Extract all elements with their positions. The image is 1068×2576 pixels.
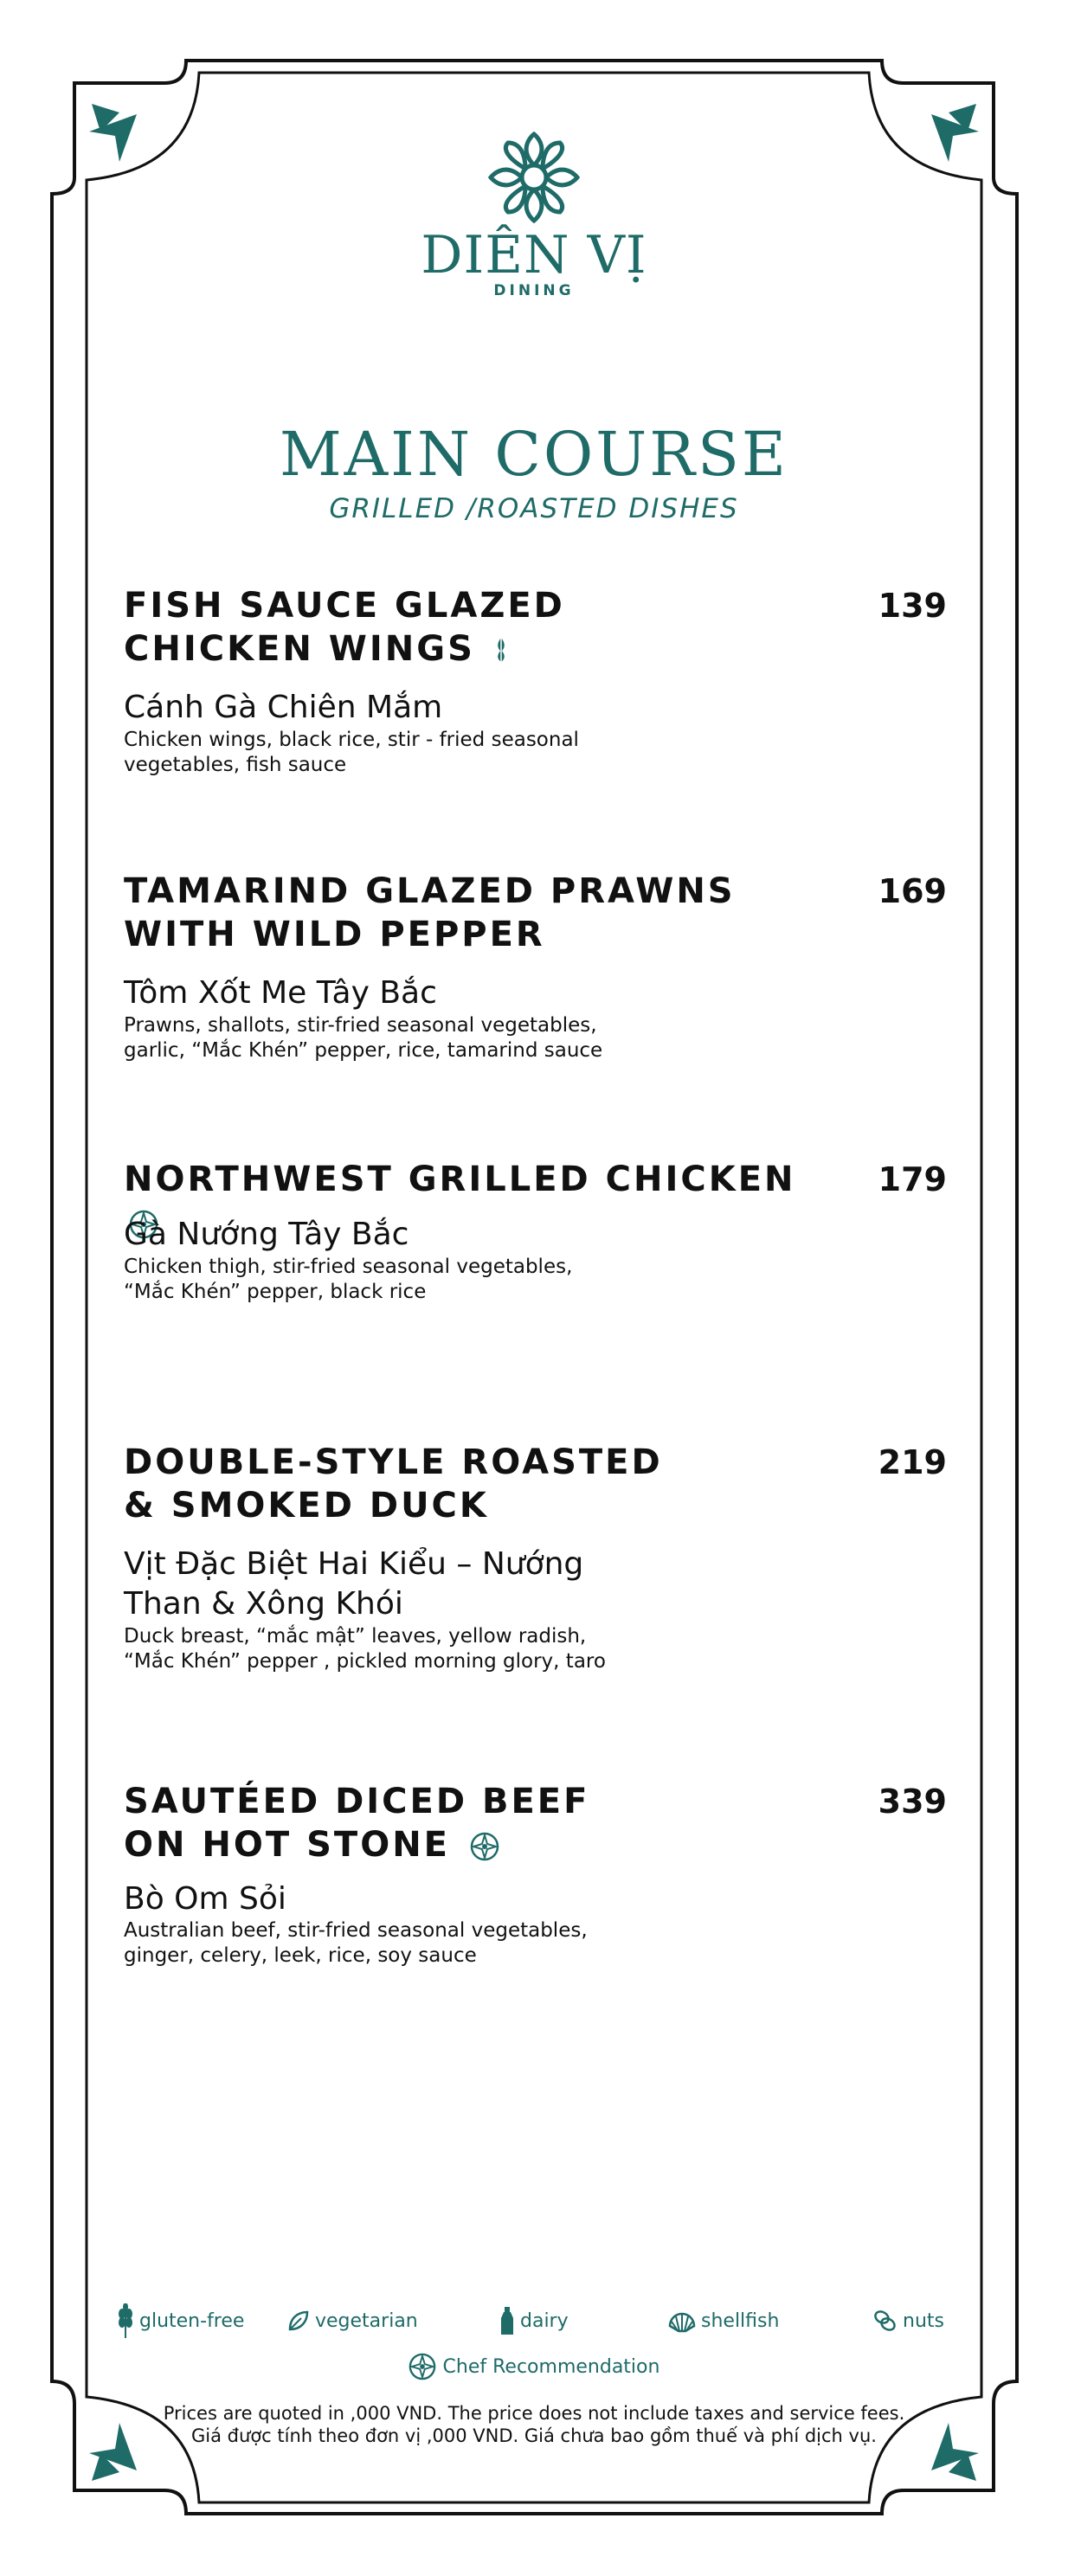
dish-description-line: ginger, celery, leek, rice, soy sauce [124,1944,477,1967]
dish-description-line: Australian beef, stir-fried seasonal vegetables, [124,1919,588,1942]
dish-vietnamese-name: Tôm Xốt Me Tây Bắc [124,975,437,1011]
dish-price: 169 [878,872,947,910]
dish-name-line [124,1823,807,1866]
dish-description-line: “Mắc Khén” pepper, black rice [124,1281,427,1303]
price-note-english: Prices are quoted in ,000 VND. The price does not include taxes and service fees. [163,2403,905,2424]
dish-description [124,1255,730,1305]
price-note-vietnamese: Giá được tính theo đơn vị ,000 VND. Giá chưa bao gồm thuế và phí dịch vụ. [191,2425,877,2446]
dish-name-line [124,627,807,671]
legend-label: shellfish [701,2309,780,2332]
dish-description-line: Prawns, shallots, stir-fried seasonal vegetables, [124,1014,597,1037]
shell-icon [668,2309,696,2333]
dish-price: 339 [878,1783,947,1821]
dish-description-line: “Mắc Khén” pepper , pickled morning glory, taro [124,1650,606,1673]
dish-vietnamese-name: Bò Om Sỏi [124,1881,286,1917]
legend-nuts [873,2303,944,2338]
lotus-emblem-icon [486,130,582,225]
dish-name [124,584,807,671]
leaf-icon [287,2309,310,2332]
menu-title: MAIN COURSE [279,419,789,490]
dish-name-line-text: CHICKEN WINGS [124,629,475,669]
dish-name-line: FISH SAUCE GLAZED [124,586,565,626]
dish-name [124,1441,807,1527]
legend-label: vegetarian [315,2309,418,2332]
dish-description [124,1918,730,1969]
dish-description-line: Duck breast, “mắc mật” leaves, yellow radish, [124,1625,587,1648]
dish-name [124,1780,807,1866]
dish-price: 179 [878,1160,947,1198]
dish-description [124,1013,730,1063]
dish-price: 219 [878,1443,947,1481]
dish-description-line: vegetables, fish sauce [124,754,347,776]
legend-gluten-free [117,2303,244,2338]
legend-label: Chef Recommendation [442,2355,660,2378]
gluten-free-icon [495,636,507,665]
nut-icon [873,2309,898,2332]
menu-subtitle: GRILLED /ROASTED DISHES [329,493,739,524]
brand-logo [0,130,1068,299]
dish-description [124,1624,730,1674]
dish-name-line: SAUTÉED DICED BEEF [124,1782,590,1821]
wheat-icon [117,2303,134,2338]
legend-shellfish [668,2303,779,2338]
legend-vegetarian [287,2303,418,2338]
dish-vietnamese-name-line: Vịt Đặc Biệt Hai Kiểu – Nướng [124,1546,584,1582]
brand-subtitle: DINING [493,282,575,299]
bottle-icon [499,2306,515,2335]
dish-vietnamese-name: Gà Nướng Tây Bắc [124,1217,409,1252]
dish-name-line: NORTHWEST GRILLED CHICKEN [124,1160,796,1199]
dish-price: 139 [878,587,947,625]
dish-name-line: WITH WILD PEPPER [124,915,545,954]
chef-recommendation-icon [409,2353,436,2380]
dish-name-line: TAMARIND GLAZED PRAWNS [124,871,736,911]
dish-name [124,870,807,956]
dish-vietnamese-name: Cánh Gà Chiên Mắm [124,690,443,725]
dish-name-line: DOUBLE-STYLE ROASTED [124,1442,663,1482]
brand-name: DIÊN VỊ [421,225,647,286]
dish-description-line: Chicken thigh, stir-fried seasonal vegetables, [124,1256,573,1278]
dish-description-line: Chicken wings, black rice, stir - fried seasonal [124,729,579,751]
legend-label: dairy [520,2309,569,2332]
dish-name-line: & SMOKED DUCK [124,1486,489,1526]
chef-recommendation-icon [470,1832,499,1861]
legend-label: gluten-free [139,2309,245,2332]
dish-name-line-text: ON HOT STONE [124,1825,450,1865]
dish-vietnamese-name [124,1545,782,1624]
legend-label: nuts [903,2309,944,2332]
legend-dairy [499,2303,569,2338]
dish-vietnamese-name-line: Than & Xông Khói [124,1586,403,1622]
dish-description [124,728,730,778]
dish-description-line: garlic, “Mắc Khén” pepper, rice, tamarind sauce [124,1039,603,1062]
legend-chef-recommendation [0,2349,1068,2384]
